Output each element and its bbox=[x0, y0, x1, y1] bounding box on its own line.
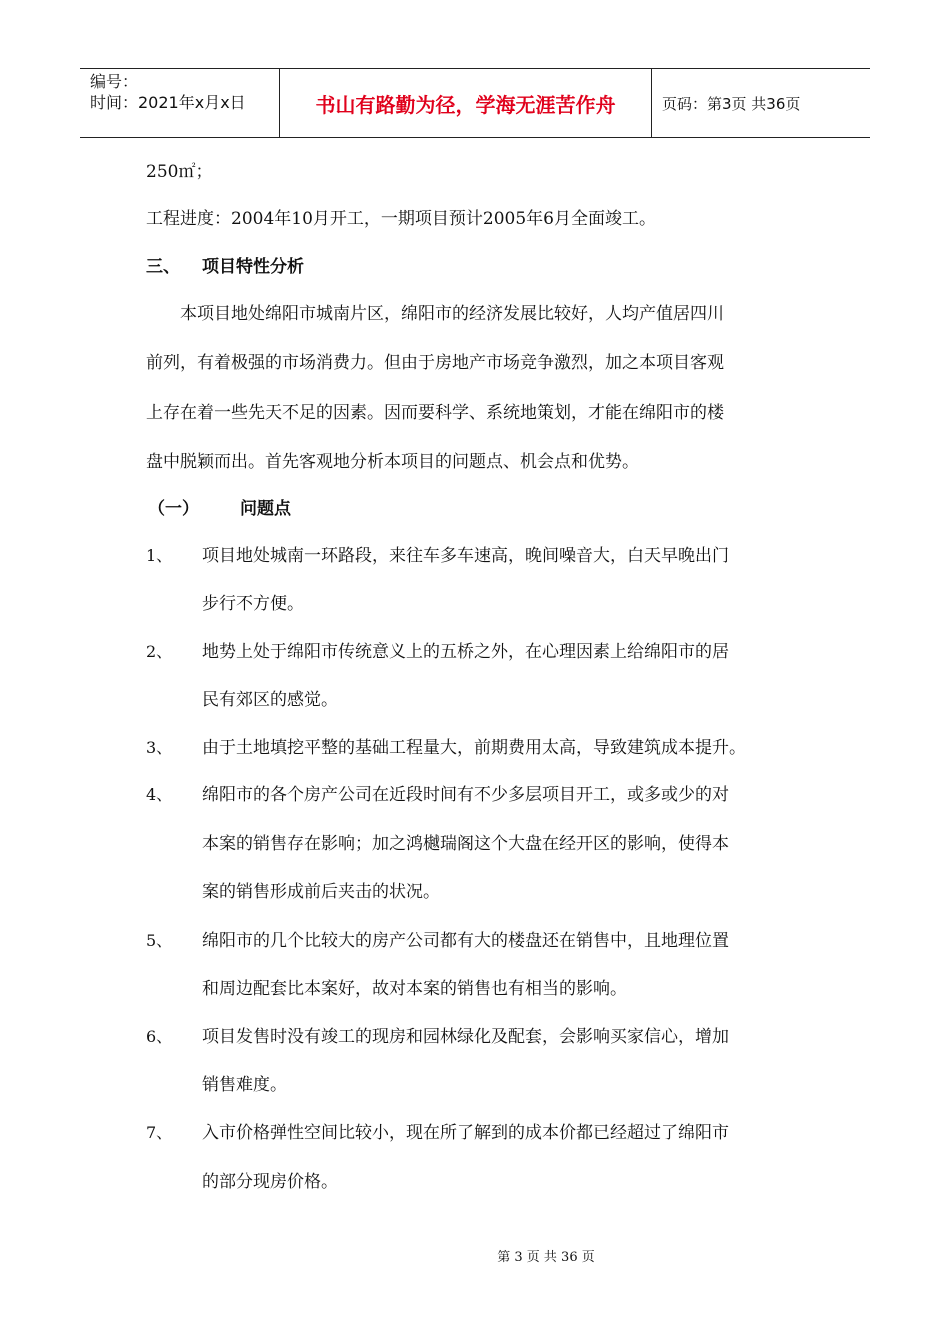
list-item-line: 和周边配套比本案好，故对本案的销售也有相当的影响。 bbox=[202, 979, 627, 999]
area-tail-text: 250㎡； bbox=[146, 162, 213, 182]
list-item-number: 5、 bbox=[146, 931, 173, 950]
intro-line: 本项目地处绵阳市城南片区，绵阳市的经济发展比较好，人均产值居四川 bbox=[180, 304, 724, 324]
list-item-line: 地势上处于绵阳市传统意义上的五桥之外，在心理因素上给绵阳市的居 bbox=[202, 642, 729, 662]
list-item-line: 由于土地填挖平整的基础工程量大，前期费用太高，导致建筑成本提升。 bbox=[202, 738, 746, 758]
list-item-line: 项目地处城南一环路段，来往车多车速高，晚间噪音大，白天早晚出门 bbox=[202, 546, 729, 566]
list-item-line: 绵阳市的各个房产公司在近段时间有不少多层项目开工，或多或少的对 bbox=[202, 785, 729, 805]
header-motto-cell bbox=[280, 69, 652, 137]
header-page-info: 页码：第3页 共36页 bbox=[662, 94, 801, 113]
list-item-number: 4、 bbox=[146, 785, 173, 804]
intro-line: 前列，有着极强的市场消费力。但由于房地产市场竞争激烈，加之本项目客观 bbox=[146, 353, 724, 373]
section-3-number: 三、 bbox=[146, 257, 180, 277]
list-item-line: 案的销售形成前后夹击的状况。 bbox=[202, 882, 440, 902]
page-header bbox=[80, 68, 870, 138]
list-item-number: 6、 bbox=[146, 1027, 173, 1046]
list-item-line: 销售难度。 bbox=[202, 1075, 287, 1095]
list-item-line: 项目发售时没有竣工的现房和园林绿化及配套，会影响买家信心，增加 bbox=[202, 1027, 729, 1047]
subsection-1-number: （一） bbox=[148, 499, 199, 519]
list-item-line: 的部分现房价格。 bbox=[202, 1172, 338, 1192]
list-item-number: 1、 bbox=[146, 546, 173, 565]
section-3-title: 项目特性分析 bbox=[202, 257, 304, 277]
list-item-line: 绵阳市的几个比较大的房产公司都有大的楼盘还在销售中，且地理位置 bbox=[202, 931, 729, 951]
doc-date-label: 时间：2021年x月x日 bbox=[90, 93, 246, 112]
list-item-line: 步行不方便。 bbox=[202, 594, 304, 614]
header-meta bbox=[80, 69, 280, 137]
page-footer: 第 3 页 共 36 页 bbox=[497, 1250, 595, 1265]
list-item-line: 入市价格弹性空间比较小，现在所了解到的成本价都已经超过了绵阳市 bbox=[202, 1123, 729, 1143]
header-motto: 书山有路勤为径，学海无涯苦作舟 bbox=[315, 92, 616, 117]
intro-line: 盘中脱颖而出。首先客观地分析本项目的问题点、机会点和优势。 bbox=[146, 452, 639, 472]
list-item-number: 3、 bbox=[146, 738, 173, 757]
list-item-line: 民有郊区的感觉。 bbox=[202, 690, 338, 710]
intro-line: 上存在着一些先天不足的因素。因而要科学、系统地策划，才能在绵阳市的楼 bbox=[146, 403, 724, 423]
doc-code-label: 编号： bbox=[90, 72, 139, 91]
list-item-line: 本案的销售存在影响；加之鸿樾瑞阁这个大盘在经开区的影响，使得本 bbox=[202, 834, 729, 854]
progress-text: 工程进度：2004年10月开工，一期项目预计2005年6月全面竣工。 bbox=[146, 209, 656, 229]
list-item-number: 2、 bbox=[146, 642, 173, 661]
list-item-number: 7、 bbox=[146, 1123, 173, 1142]
subsection-1-title: 问题点 bbox=[240, 499, 291, 519]
